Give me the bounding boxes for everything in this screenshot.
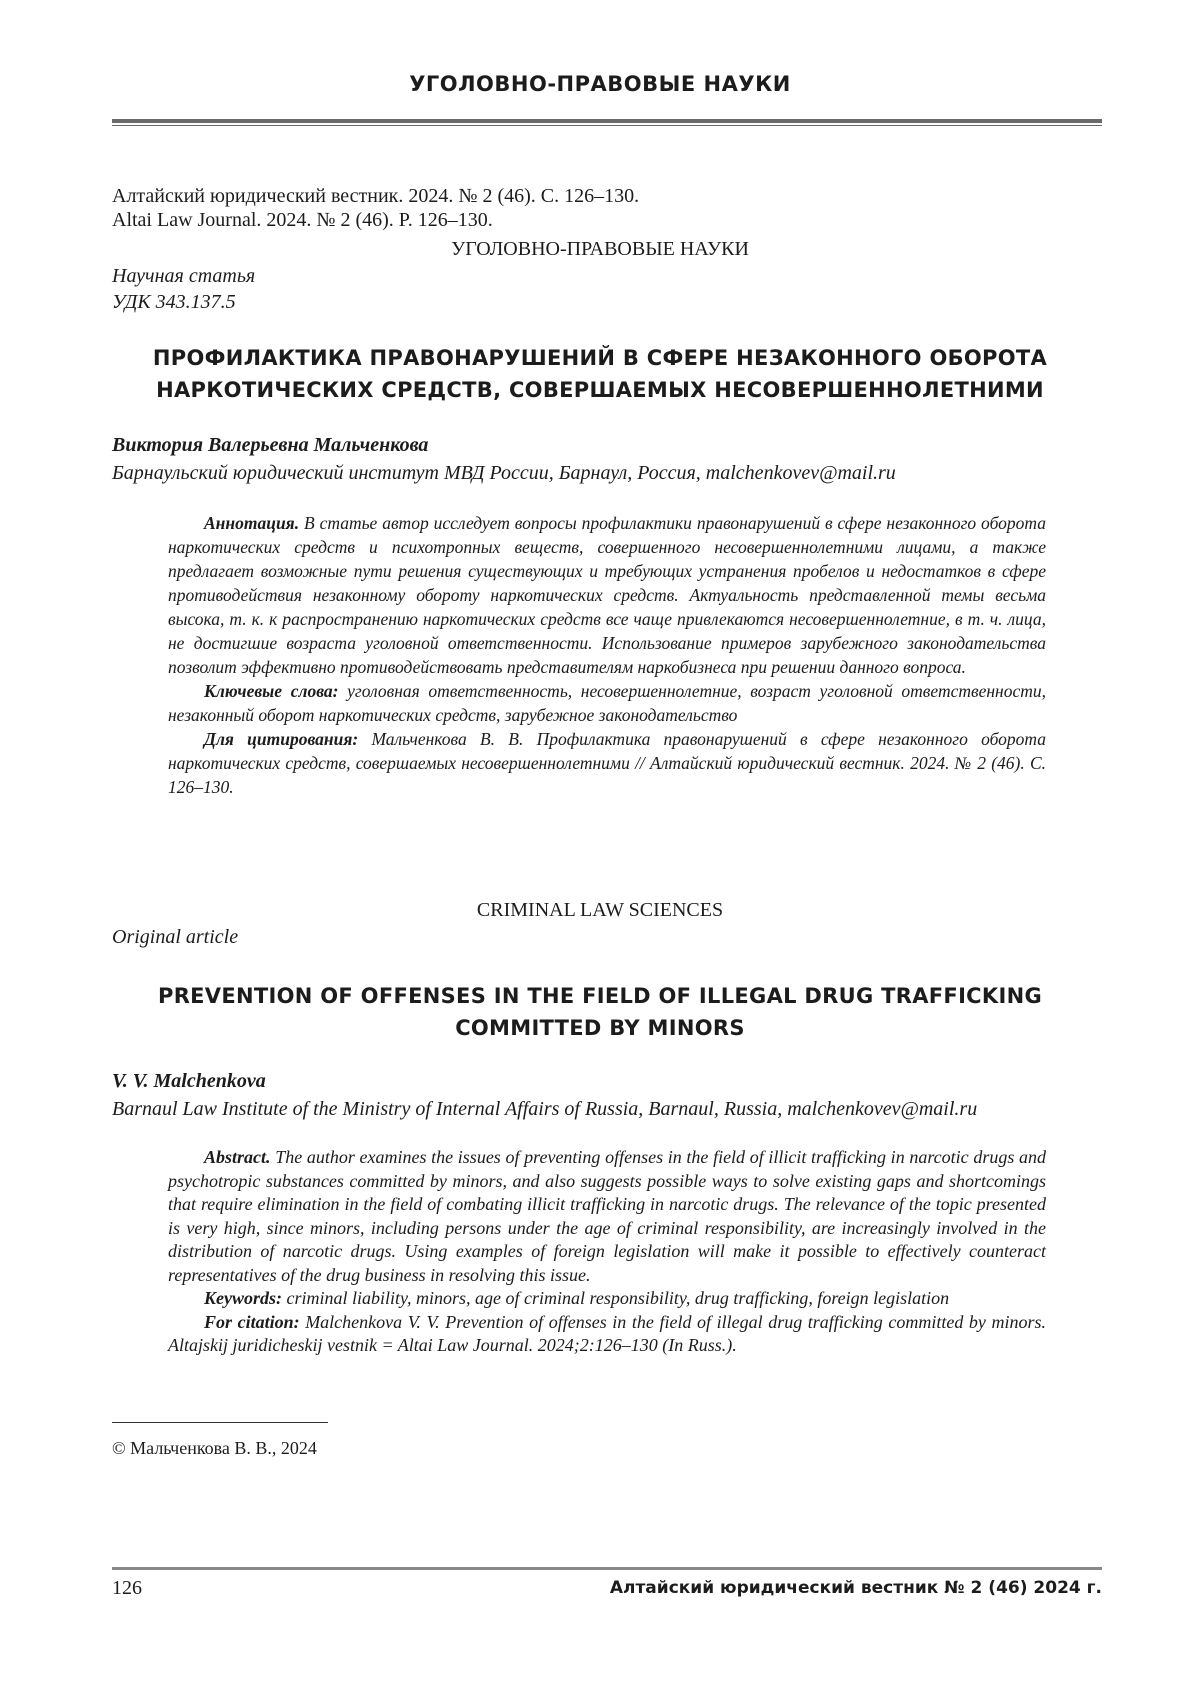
- ru-citation: [168, 727, 1046, 799]
- footer-rule: [112, 1567, 1102, 1570]
- footer-journal-name: Алтайский юридический вестник № 2 (46) 2024 г.: [609, 1578, 1102, 1598]
- en-abstract-block: [168, 1146, 1046, 1358]
- en-abstract-text: The author examines the issues of preventing offenses in the field of illicit trafficking in narcotic drugs and psychotropic substances committed by minors, and also suggests possible ways to solve existing gaps and shortcomings that require elimination in the field of combating illicit trafficking in narcotic drugs. The relevance of the topic presented is very high, since minors, including persons under the age of criminal responsibility, are increasingly involved in the distribution of narcotic drugs. Using examples of foreign legislation will make it possible to effectively counteract representatives of the drug business in resolving this issue.: [168, 1147, 1046, 1285]
- ru-abstract-label: Аннотация.: [204, 513, 300, 533]
- en-cite-text: Malchenkova V. V. Prevention of offenses in the field of illegal drug trafficking committed by minors. Altajskij juridicheskij vestnik = Altai Law Journal. 2024;2:126–130 (In Russ.).: [168, 1311, 1046, 1355]
- en-title-line-2: COMMITTED BY MINORS: [455, 1016, 745, 1040]
- footnote-rule: [112, 1422, 328, 1423]
- en-cite-label: For citation:: [204, 1311, 300, 1332]
- en-title-line-1: PREVENTION OF OFFENSES IN THE FIELD OF ILLEGAL DRUG TRAFFICKING: [158, 984, 1042, 1008]
- en-affiliation: Barnaul Law Institute of the Ministry of Internal Affairs of Russia, Barnaul, Russia, malchenkovev@mail.ru: [112, 1098, 978, 1120]
- ru-cite-label: Для цитирования:: [204, 729, 359, 749]
- en-citation: [168, 1311, 1046, 1358]
- en-abstract: [168, 1146, 1046, 1287]
- header-rule: [112, 119, 1102, 123]
- ru-title: [0, 342, 1200, 406]
- ru-keywords-label: Ключевые слова:: [204, 681, 339, 701]
- copyright-footnote: © Мальченкова В. В., 2024: [112, 1438, 317, 1458]
- en-keywords: [168, 1287, 1046, 1311]
- ru-keywords: [168, 679, 1046, 727]
- page-number: 126: [112, 1577, 142, 1599]
- ru-title-line-2: НАРКОТИЧЕСКИХ СРЕДСТВ, СОВЕРШАЕМЫХ НЕСОВЕРШЕННОЛЕТНИМИ: [156, 378, 1044, 402]
- ru-keywords-text: уголовная ответственность, несовершеннолетние, возраст уголовной ответственности, незаконный оборот наркотических средств, зарубежное законодательство: [168, 681, 1046, 725]
- citation-line-ru: Алтайский юридический вестник. 2024. № 2 (46). С. 126–130.: [112, 185, 640, 207]
- ru-abstract: [168, 511, 1046, 679]
- ru-cite-text: Мальченкова В. В. Профилактика правонарушений в сфере незаконного оборота наркотических средств, совершаемых несовершеннолетними // Алтайский юридический вестник. 2024. № 2 (46). С. 126–130.: [168, 729, 1047, 797]
- ru-abstract-block: [168, 511, 1046, 799]
- ru-author: Виктория Валерьевна Мальченкова: [112, 434, 429, 456]
- ru-article-type: Научная статья: [112, 265, 256, 287]
- en-author: V. V. Malchenkova: [112, 1070, 266, 1092]
- ru-title-line-1: ПРОФИЛАКТИКА ПРАВОНАРУШЕНИЙ В СФЕРЕ НЕЗАКОННОГО ОБОРОТА: [152, 346, 1048, 370]
- en-keywords-text: criminal liability, minors, age of criminal responsibility, drug trafficking, foreign legislation: [286, 1288, 950, 1308]
- en-title: [0, 980, 1200, 1044]
- ru-affiliation: Барнаульский юридический институт МВД России, Барнаул, Россия, malchenkovev@mail.ru: [112, 462, 896, 484]
- citation-line-en: Altai Law Journal. 2024. № 2 (46). P. 126–130.: [112, 209, 493, 231]
- en-section-label: CRIMINAL LAW SCIENCES: [476, 899, 724, 921]
- en-article-type: Original article: [112, 926, 239, 948]
- en-keywords-label: Keywords:: [204, 1288, 282, 1308]
- udc-code: УДК 343.137.5: [112, 291, 236, 313]
- running-section-header: УГОЛОВНО-ПРАВОВЫЕ НАУКИ: [409, 72, 791, 96]
- en-abstract-label: Abstract.: [204, 1147, 271, 1167]
- ru-section-label: УГОЛОВНО-ПРАВОВЫЕ НАУКИ: [451, 238, 749, 260]
- ru-abstract-text: В статье автор исследует вопросы профилактики правонарушений в сфере незаконного оборота наркотических средств и психотропных веществ, совершенного несовершеннолетними лицами, а также предлагает возможные пути решения существующих и требующих устранения пробелов и недостатков в сфере противодействия незаконному обороту наркотических средств. Актуальность представленной темы весьма высока, т. к. к распространению наркотических средств все чаще привлекаются несовершеннолетние, в т. ч. лица, не достигшие возраста уголовной ответственности. Использование примеров зарубежного законодательства позволит эффективно противодействовать представителям наркобизнеса при решении данного вопроса.: [168, 513, 1046, 677]
